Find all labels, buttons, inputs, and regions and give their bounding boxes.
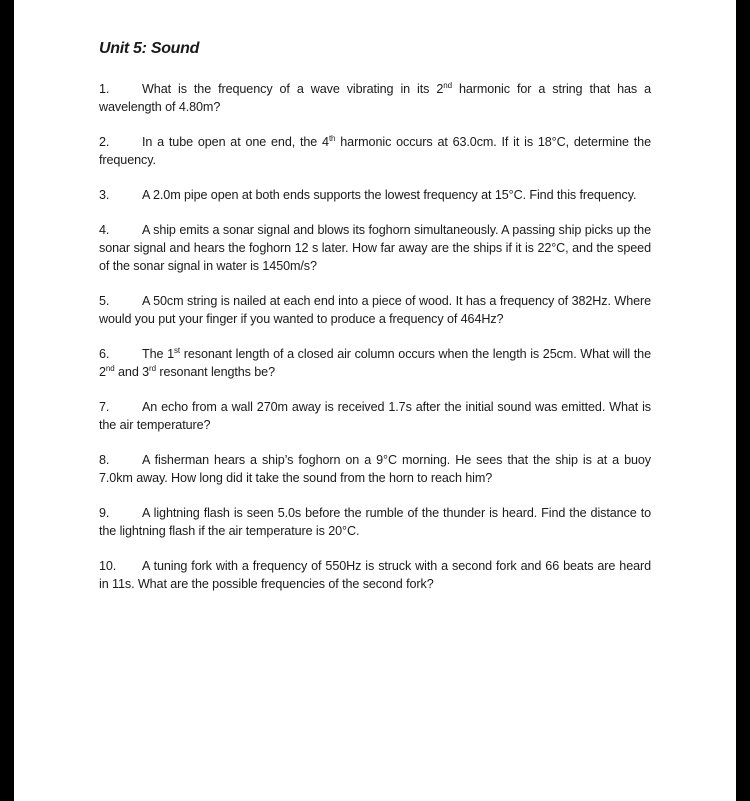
question-3: [99, 186, 651, 204]
question-number: 7.: [99, 400, 110, 414]
superscript: nd: [105, 363, 115, 373]
question-number: 6.: [99, 347, 110, 361]
question-number: 9.: [99, 506, 110, 520]
question-1: [99, 80, 651, 116]
question-text: The 1: [142, 347, 175, 361]
question-number: 10.: [99, 559, 117, 573]
question-2: [99, 133, 651, 169]
superscript: nd: [443, 80, 452, 90]
question-text: harmonic occurs at 63.0cm. If it is 18°C, determine the frequency.: [99, 135, 651, 167]
page-title: Unit 5: Sound: [99, 40, 200, 57]
question-text: An echo from a wall 270m away is received 1.7s after the initial sound was emitted. What is the air temperature?: [99, 400, 651, 432]
question-text: A fisherman hears a ship’s foghorn on a 9°C morning. He sees that the ship is at a buoy 7.0km away. How long did it take the sound from the horn to reach him?: [99, 453, 651, 485]
question-number: 5.: [99, 294, 110, 308]
superscript: th: [328, 133, 336, 143]
question-text: A 2.0m pipe open at both ends supports the lowest frequency at 15°C. Find this frequency.: [142, 188, 637, 202]
question-7: [99, 398, 651, 434]
question-text: resonant lengths be?: [155, 365, 275, 379]
question-text: A ship emits a sonar signal and blows its foghorn simultaneously. A passing ship picks up the sonar signal and hears the foghorn 12 s later. How far away are the ships if it is 22°C, and the speed of the sonar signal in water is 1450m/s?: [99, 223, 651, 273]
question-text: A tuning fork with a frequency of 550Hz is struck with a second fork and 66 beats are heard in 11s. What are the possible frequencies of the second fork?: [99, 559, 651, 591]
question-number: 1.: [99, 82, 110, 96]
question-text: In a tube open at one end, the 4: [142, 135, 329, 149]
question-10: [99, 557, 651, 593]
question-4: [99, 221, 651, 275]
question-number: 2.: [99, 135, 110, 149]
question-text: A 50cm string is nailed at each end into a piece of wood. It has a frequency of 382Hz. Where would you put your finger if you wanted to produce a frequency of 464Hz?: [99, 294, 651, 326]
question-text: harmonic for a string that has a wavelength of 4.80m?: [99, 82, 651, 114]
question-text: and 3: [114, 365, 150, 379]
question-5: [99, 292, 651, 328]
question-8: [99, 451, 651, 487]
superscript: st: [174, 345, 181, 355]
question-number: 8.: [99, 453, 110, 467]
question-text: resonant length of a closed air column occurs when the length is 25cm. What will the 2: [99, 347, 651, 379]
question-number: 4.: [99, 223, 110, 237]
document-content: [99, 38, 651, 610]
question-text: A lightning flash is seen 5.0s before the rumble of the thunder is heard. Find the distance to the lightning flash if the air temperature is 20°C.: [99, 506, 651, 538]
question-number: 3.: [99, 188, 110, 202]
superscript: rd: [149, 363, 156, 373]
question-9: [99, 504, 651, 540]
document-page: [14, 0, 736, 801]
question-text: What is the frequency of a wave vibrating in its 2: [142, 82, 444, 96]
question-6: [99, 345, 651, 381]
